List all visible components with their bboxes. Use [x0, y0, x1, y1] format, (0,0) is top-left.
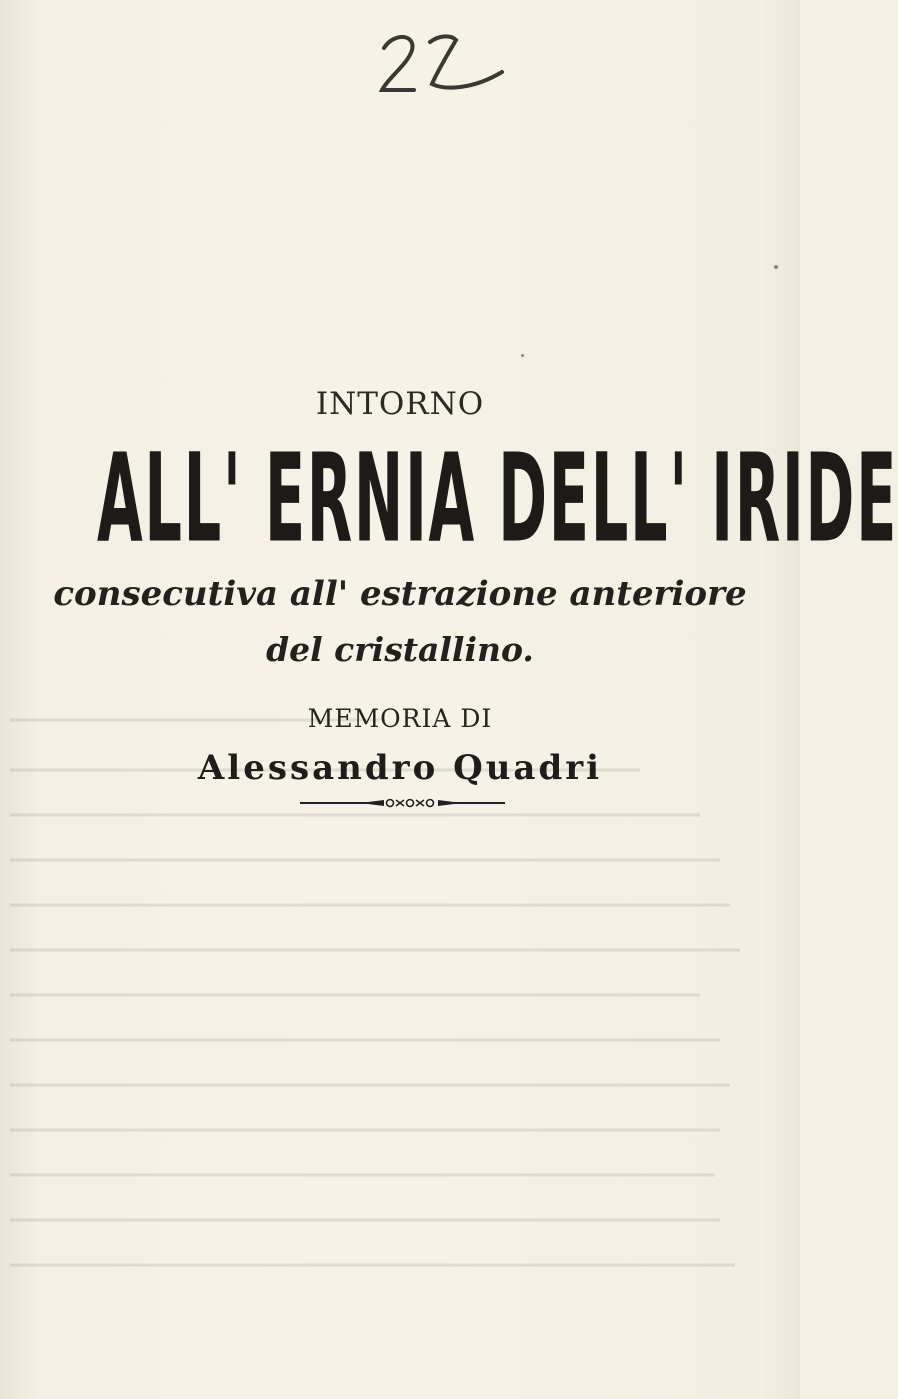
handwritten-note-text: 2 L [372, 98, 374, 99]
subtitle-line-2: del cristallino. [266, 630, 534, 669]
handwritten-annotation [372, 20, 522, 100]
memoria-label: MEMORIA DI [307, 704, 493, 733]
title-headline: ALL' ERNIA DELL' IRIDE [97, 426, 898, 570]
author-name: Alessandro Quadri [197, 748, 603, 788]
title-intro: INTORNO [315, 386, 485, 422]
paper-speck [774, 265, 778, 269]
ornamental-rule [300, 796, 505, 810]
paper-speck [521, 354, 524, 357]
subtitle-line-1: consecutiva all' estrazione anteriore [53, 574, 747, 614]
